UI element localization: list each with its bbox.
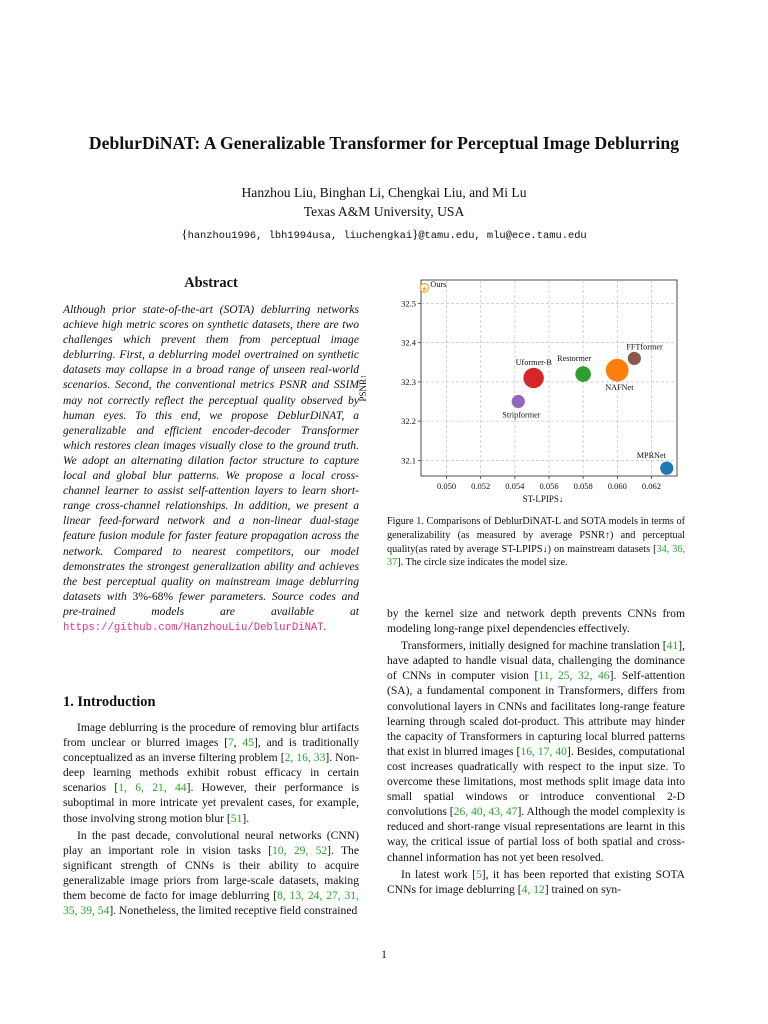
text-run: , [233,736,243,750]
point-uformer-b [523,368,543,388]
intro-paragraph-2 [63,828,359,919]
citation-link[interactable]: 41 [666,639,679,653]
point-label-fftformer: FFTformer [626,342,663,352]
x-tick-label: 0.054 [505,481,525,491]
text-run: In latest work [ [401,867,476,881]
citation-link[interactable]: 10, 29, 52 [272,843,328,857]
email-group: hanzhou1996, lbh1994usa, liuchengkai [187,230,413,242]
point-label-ours: Ours [430,279,447,289]
right-column-body [387,606,685,897]
point-restormer [575,366,591,382]
text-run: ] trained on syn- [544,882,622,896]
page-number: 1 [381,948,387,961]
github-link[interactable]: https://github.com/HanzhouLiu/DeblurDiNAT [63,621,324,634]
citation-link[interactable]: 7 [228,736,234,750]
abstract-text-2: fewer parameters. Source codes and pre-trained models are available at [63,589,359,618]
point-label-mprnet: MPRNet [636,451,666,461]
y-axis-label: PSNR↑ [358,374,368,402]
email-rest: @tamu.edu, mlu@ece.tamu.edu [418,230,587,242]
citation-link[interactable]: 1, 6, 21, 44 [118,781,187,795]
text-run: ]. However, their performance is suboptimal in more intricate yet prevalent cases, for example, those involving strong motion blur [ [63,781,359,825]
text-run: ], have adapted to handle visual data, challenging the dominance of CNNs in computer vision [ [387,639,685,683]
x-tick-label: 0.060 [607,481,627,491]
point-fftformer [628,352,641,365]
text-run: ]. Self-attention (SA), a fundamental component in Transformers, differs from convolutional layers in CNNs and facilitates long-range feature learning through scaled dot-product. This attribute may hinder the capacity of Transformers in capturing local blurred patterns that exist in blurred images [ [387,669,685,758]
abstract-text-1: Although prior state-of-the-art (SOTA) deblurring networks achieve high metric scores on synthetic datasets, there are two challenges which prevent them from perceptual image deblurring. First, a deblurring model overtrained on synthetic datasets may collapse in a broad range of unseen real-world scenarios. Second, the conventional metrics PSNR and SSIM may not correctly reflect the perceptual quality observed by human eyes. To this end, we propose DeblurDiNAT, a generalizable and efficient encoder-decoder Transformer which restores clean images visually close to the ground truth. We adopt an alternating dilation factor structure to capture local and global blur patterns. We propose a local cross-channel learner to assist self-attention layers to learn short-range cross-channel relationships. In addition, we present a linear feed-forward network and a non-linear dual-stage feature fusion module for faster feature propagation across the network. Compared to nearest competitors, our model demonstrates the strongest generalization ability and achieves the best perceptual quality on mainstream image deblurring datasets with [63,303,359,603]
citation-link[interactable]: 11, 25, 32, 46 [538,669,610,683]
text-run: ]. The significant strength of CNNs is their ability to acquire generalizable image priors from large-scale datasets, making them become de facto for image deblurring [ [63,843,359,903]
point-label-stripformer: Stripformer [502,410,541,420]
point-stripformer [512,395,525,408]
abstract-body [63,302,359,636]
caption-text: Figure 1. Comparisons of DeblurDiNAT-L and SOTA models in terms of generalizability (as measured by average PSNR↑) and perceptual quality(as rated by average ST-LPIPS↓) on mainstream datasets [ [387,516,685,555]
point-label-uformer-b: Uformer-B [515,358,552,367]
scatter-plot [355,276,700,508]
x-tick-label: 0.050 [437,481,457,491]
citation-link[interactable]: 45 [242,736,254,750]
point-mprnet [660,462,673,475]
point-nafnet [606,359,629,382]
point-label-restormer: Restormer [557,354,592,364]
text-run: ]. Non-deep learning methods exhibit robust efficacy in certain scenarios [ [63,751,359,795]
x-tick-label: 0.056 [539,481,559,491]
abstract-text-3: . [323,619,327,633]
right-paragraph-1 [387,638,685,864]
intro-body [63,720,359,918]
abstract-math: 3%-68% [132,589,174,603]
citation-link[interactable]: 34, 36, 37 [387,543,686,569]
text-run: Image deblurring is the procedure of removing blur artifacts from unclear or blurred images [ [63,721,359,750]
text-run: ]. Besides, computational cost increases quadratically with respect to the input size. To overcome these limitations, most methods split image data into small spatial windows or introduce conventional 2-D convolutions [ [387,744,685,819]
citation-link[interactable]: 26, 40, 43, 47 [453,805,518,819]
point-label-nafnet: NAFNet [605,383,634,393]
y-tick-label: 32.2 [401,416,416,427]
paper-authors: Hanzhou Liu, Binghan Li, Chengkai Liu, and Mi Lu [241,185,527,200]
citation-link[interactable]: 51 [230,811,243,825]
figure-1-chart [355,276,700,508]
text-run: ], and is traditionally conceptualized as an inverse filtering problem [ [63,736,360,765]
citation-link[interactable]: 8, 13, 24, 27, 31, 35, 39, 54 [63,889,359,918]
text-run: ]. Nonetheless, the limited receptive field constrained [109,904,358,918]
author-emails [0,226,768,242]
y-tick-label: 32.1 [401,455,416,466]
paper-title: DeblurDiNAT: A Generalizable Transformer for Perceptual Image Deblurring [88,133,680,153]
figure-caption [387,515,685,570]
citation-link[interactable]: 4, 12 [521,882,545,896]
y-tick-label: 32.3 [401,376,416,387]
x-tick-label: 0.052 [471,481,491,491]
text-run: ], it has been reported that existing SOTA CNNs for image deblurring [ [387,867,685,896]
abstract-heading: Abstract [184,275,238,291]
citation-link[interactable]: 16, 17, 40 [520,744,567,758]
x-tick-label: 0.062 [641,481,661,491]
intro-heading: 1. Introduction [63,694,156,710]
text-run: ]. [242,811,250,825]
citation-link[interactable]: 2, 16, 33 [284,751,326,765]
right-paragraph-2 [387,867,685,897]
caption-text: ]. The circle size indicates the model size. [397,557,568,569]
paper-affiliation: Texas A&M University, USA [303,204,465,219]
email-open-brace: { [181,226,188,241]
right-paragraph-0 [387,606,685,636]
citation-link[interactable]: 5 [475,867,482,881]
text-run: In the past decade, convolutional neural networks (CNN) play an important role in vision tasks [ [63,828,359,857]
text-run: by the kernel size and network depth prevents CNNs from modeling long-range pixel dependencies effectively. [387,607,685,636]
email-close-brace: } [412,226,419,241]
text-run: ]. Although the model complexity is reduced and short-range visual representations are learnt in this way, the critical issue of partial loss of both spatial and cross-channel information has not yet been resolved. [387,805,685,864]
intro-paragraph-1 [63,720,359,826]
y-tick-label: 32.5 [401,298,416,309]
x-axis-label: ST-LPIPS↓ [522,494,564,504]
y-tick-label: 32.4 [401,337,416,348]
star-icon: ★ [421,284,428,293]
x-tick-label: 0.058 [573,481,593,491]
text-run: Transformers, initially designed for machine translation [ [401,639,667,653]
